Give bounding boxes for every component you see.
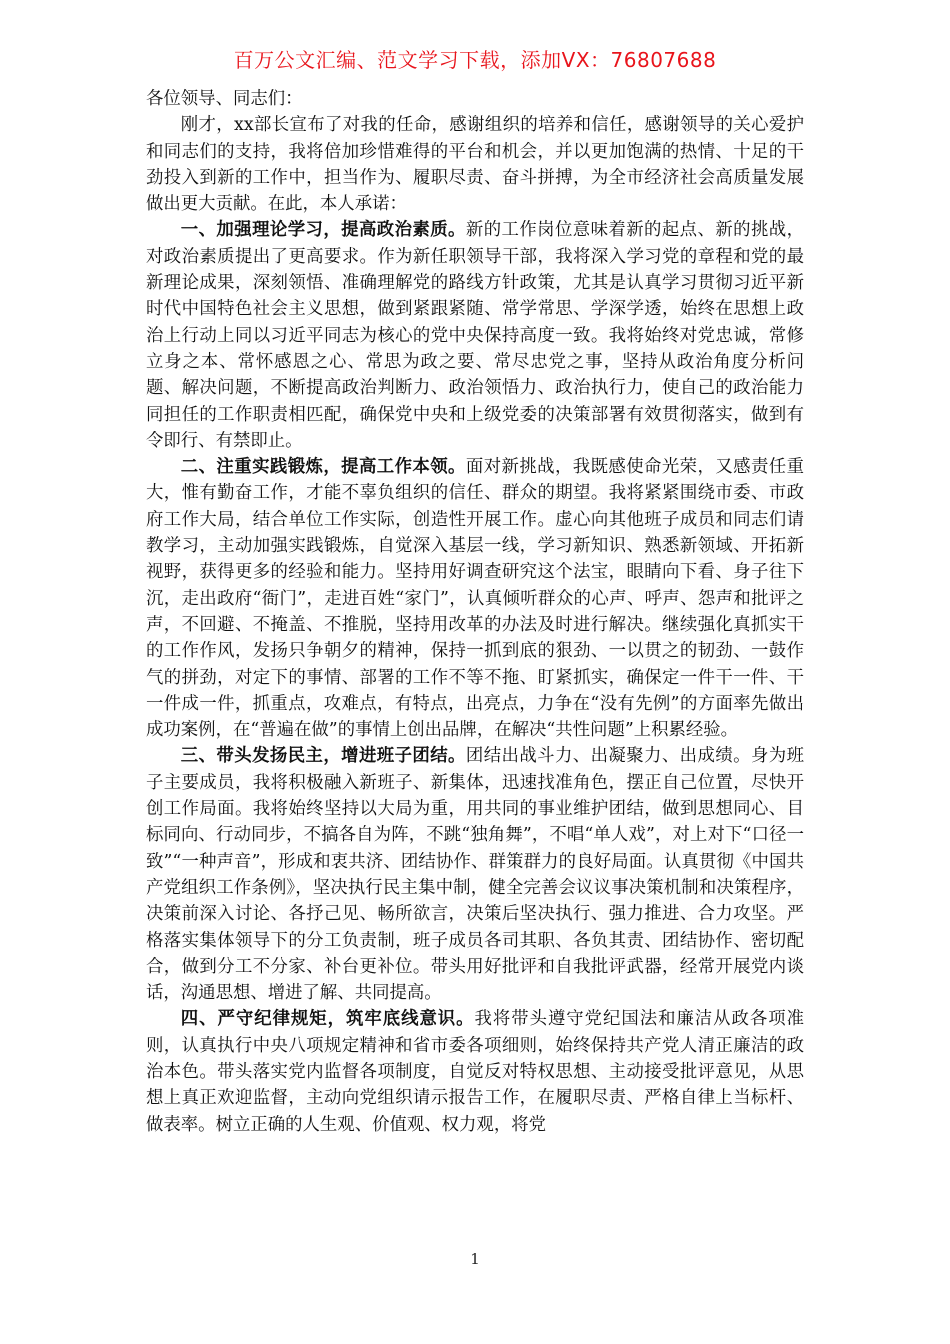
section-heading-4: 四、严守纪律规矩，筑牢底线意识。 (180, 1009, 475, 1030)
section-body-3: 团结出战斗力、出凝聚力、出成绩。身为班子主要成员，我将积极融入新班子、新集体，迅速找准角色，摆正自己位置，尽快开创工作局面。我将始终坚持以大局为重，用共同的事业维护团结，做到思想同心、目标同向、行动同步，不搞各自为阵，不跳“独角舞”，不唱“单人戏”，对上对下“口径一致”“一种声音”，形成和衷共济、团结协作、群策群力的良好局面。认真贯彻《中国共产党组织工作条例》，坚决执行民主集中制，健全完善会议议事决策机制和决策程序，决策前深入讨论、各抒己见、畅所欲言，决策后坚决执行、强力推进、合力攻坚。严格落实集体领导下的分工负责制，班子成员各司其职、各负其责、团结协作、密切配合，做到分工不分家、补台更补位。带头用好批评和自我批评武器，经常开展党内谈话，沟通思想、增进了解、共同提高。 (146, 746, 804, 1004)
section-paragraph-2 (146, 454, 804, 743)
section-paragraph-3 (146, 743, 804, 1006)
intro-paragraph: 刚才，xx部长宣布了对我的任命，感谢组织的培养和信任，感谢领导的关心爱护和同志们的支持，我将倍加珍惜难得的平台和机会，并以更加饱满的热情、十足的干劲投入到新的工作中，担当作为、履职尽责、奋斗拼搏，为全市经济社会高质量发展做出更大贡献。在此，本人承诺： (146, 115, 804, 215)
section-heading-3: 三、带头发扬民主，增进班子团结。 (180, 746, 466, 767)
section-paragraph-4 (146, 1006, 804, 1137)
header-banner: 百万公文汇编、范文学习下载，添加VX：76807688 (233, 48, 717, 72)
document-body (146, 86, 804, 1138)
salutation: 各位领导、同志们： (146, 89, 303, 109)
section-body-1: 新的工作岗位意味着新的起点、新的挑战，对政治素质提出了更高要求。作为新任职领导干部，我将深入学习党的章程和党的最新理论成果，深刻领悟、准确理解党的路线方针政策，尤其是认真学习贯彻习近平新时代中国特色社会主义思想，做到紧跟紧随、常学常思、学深学透，始终在思想上政治上行动上同以习近平同志为核心的党中央保持高度一致。我将始终对党忠诚，常修立身之本、常怀感恩之心、常思为政之要、常尽忠党之事，坚持从政治角度分析问题、解决问题，不断提高政治判断力、政治领悟力、政治执行力，使自己的政治能力同担任的工作职责相匹配，确保党中央和上级党委的决策部署有效贯彻落实，做到有令即行、有禁即止。 (146, 220, 804, 451)
section-paragraph-1 (146, 217, 804, 454)
section-body-4: 我将带头遵守党纪国法和廉洁从政各项准则，认真执行中央八项规定精神和省市委各项细则，始终保持共产党人清正廉洁的政治本色。带头落实党内监督各项制度，自觉反对特权思想、主动接受批评意见，从思想上真正欢迎监督，主动向党组织请示报告工作，在履职尽责、严格自律上当标杆、做表率。树立正确的人生观、价值观、权力观，将党 (146, 1009, 804, 1135)
section-heading-2: 二、注重实践锻炼，提高工作本领。 (180, 457, 466, 478)
section-heading-1: 一、加强理论学习，提高政治素质。 (180, 220, 466, 241)
section-body-2: 面对新挑战，我既感使命光荣，又感责任重大，惟有勤奋工作，才能不辜负组织的信任、群众的期望。我将紧紧围绕市委、市政府工作大局，结合单位工作实际，创造性开展工作。虚心向其他班子成员和同志们请教学习，主动加强实践锻炼，自觉深入基层一线，学习新知识、熟悉新领域、开拓新视野，获得更多的经验和能力。坚持用好调查研究这个法宝，眼睛向下看、身子往下沉，走出政府“衙门”，走进百姓“家门”，认真倾听群众的心声、呼声、怨声和批评之声，不回避、不掩盖、不推脱，坚持用改革的办法及时进行解决。继续强化真抓实干的工作作风，发扬只争朝夕的精神，保持一抓到底的狠劲、一以贯之的韧劲、一鼓作气的拼劲，对定下的事情、部署的工作不等不拖、盯紧抓实，确保定一件干一件、干一件成一件，抓重点，攻难点，有特点，出亮点，力争在“没有先例”的方面率先做出成功案例，在“普遍在做”的事情上创出品牌，在解决“共性问题”上积累经验。 (146, 457, 804, 741)
page-number: 1 (470, 1250, 480, 1268)
